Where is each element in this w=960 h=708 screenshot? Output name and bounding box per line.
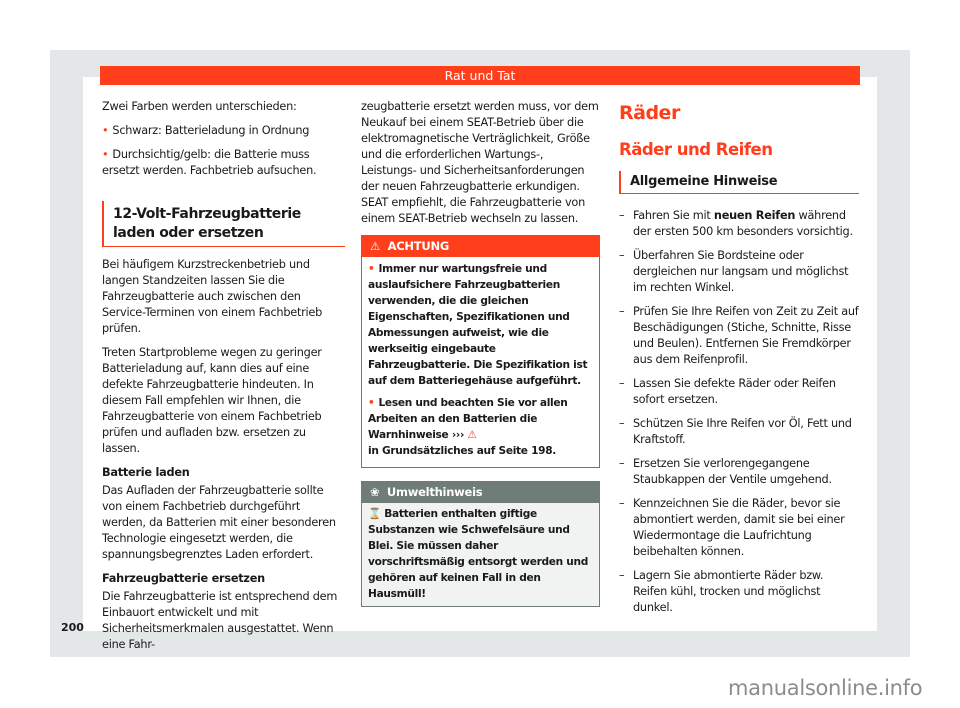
- flower-icon: ❀: [370, 485, 380, 499]
- list-item: – Überfahren Sie Bordsteine oder dergleichen nur langsam und möglichst im rechten Winkel.: [619, 249, 849, 294]
- paragraph: Die Fahrzeugbatterie ist entsprechend dem Einbauort entwickelt und mit Sicherheitsmerkmalen ausgestattet. Wenn eine Fahr-: [102, 590, 338, 651]
- environment-note-box: [361, 481, 600, 607]
- list-item: – Schützen Sie Ihre Reifen vor Öl, Fett und Kraftstoff.: [619, 417, 852, 446]
- bullet-dot-icon: •: [102, 124, 109, 137]
- column-right: [619, 99, 859, 624]
- chapter-title: Räder: [619, 102, 680, 124]
- page-number: 200: [61, 621, 84, 634]
- list-item: – Kennzeichnen Sie die Räder, bevor sie abmontiert werden, damit sie bei einer Wiedermontage die Laufrichtung beibehalten können.: [619, 497, 845, 558]
- list-item: – Prüfen Sie Ihre Reifen von Zeit zu Zeit auf Beschädigungen (Stiche, Schnitte, Risse und Beulen). Entfernen Sie Fremdkörper aus dem Reifenprofil.: [619, 305, 859, 366]
- bullet-dot-icon: •: [368, 397, 375, 409]
- cross-reference-arrows[interactable]: ›››: [451, 429, 465, 441]
- environment-header: ❀ Umwelthinweis: [362, 482, 599, 503]
- chapter-header: Rat und Tat: [100, 66, 860, 85]
- paragraph: zeugbatterie ersetzt werden muss, vor dem Neukauf bei einem SEAT-Betrieb über die elektromagnetische Verträglichkeit, Größe und die erforderlichen Wartungs-, Leistungs- und Sicherheitsanforderungen der neuen Fahrzeugbatterie erkundigen. SEAT empfiehlt, die Fahrzeugbatterie von einem SEAT-Betrieb wechseln zu lassen.: [361, 100, 599, 225]
- paragraph: Treten Startprobleme wegen zu geringer Batterieladung auf, kann dies auf eine defekte Fahrzeugbatterie hindeuten. In diesem Fall empfehlen wir Ihnen, die Fahrzeugbatterie von einem Fachbetrieb prüfen und aufladen bzw. ersetzen zu lassen.: [102, 346, 322, 455]
- environment-body: ⌛ Batterien enthalten giftige Substanzen wie Schwefelsäure und Blei. Sie müssen daher vorschriftsmäßig entsorgt werden und gehören auf keinen Fall in den Hausmüll!: [368, 508, 589, 600]
- warning-body: [362, 257, 599, 467]
- warning-item: • Lesen und beachten Sie vor allen Arbeiten an den Batterien die Warnhinweise ››› ⚠ in Grundsätzliches auf Seite 198.: [368, 397, 568, 457]
- bullet-dot-icon: •: [102, 148, 109, 161]
- paragraph: Bei häufigem Kurzstreckenbetrieb und langen Standzeiten lassen Sie die Fahrzeugbatterie auch zwischen den Service-Terminen von einem Fachbetrieb prüfen.: [102, 258, 323, 335]
- bullet-item: • Durchsichtig/gelb: die Batterie muss ersetzt werden. Fachbetrieb aufsuchen.: [102, 148, 317, 177]
- list-item: – Lagern Sie abmontierte Räder bzw. Reifen kühl, trocken und möglichst dunkel.: [619, 569, 824, 614]
- warning-header: ⚠ ACHTUNG: [362, 236, 599, 257]
- warning-triangle-icon[interactable]: ⚠: [467, 429, 477, 441]
- subheading-batterie-ersetzen: Fahrzeugbatterie ersetzen: [102, 572, 265, 585]
- column-middle: [361, 99, 600, 607]
- column-left: [102, 99, 345, 661]
- paragraph: Das Aufladen der Fahrzeugbatterie sollte von einem Fachbetrieb durchgeführt werden, da Batterien mit einer besonderen Technologie eingesetzt werden, die spannungsbegrenztes Laden erfordert.: [102, 484, 336, 561]
- hourglass-icon: ⌛: [368, 508, 381, 520]
- warning-box: [361, 235, 600, 468]
- watermark: manualsonline.info: [728, 676, 923, 700]
- subsection-title: Allgemeine Hinweise: [619, 171, 859, 194]
- section-title: 12-Volt-Fahrzeugbatterie laden oder ersetzen: [102, 201, 345, 247]
- bullet-item: • Schwarz: Batterieladung in Ordnung: [102, 124, 310, 137]
- warning-triangle-icon: ⚠: [370, 239, 381, 253]
- list-item: – Fahren Sie mit neuen Reifen während der ersten 500 km besonders vorsichtig.: [619, 209, 853, 238]
- section-title: Räder und Reifen: [619, 140, 773, 159]
- intro-text: Zwei Farben werden unterschieden:: [102, 100, 297, 113]
- cross-reference-link[interactable]: in Grundsätzliches auf Seite 198.: [368, 445, 557, 457]
- instruction-list: [619, 208, 859, 616]
- bullet-dot-icon: •: [368, 263, 375, 275]
- warning-item: • Immer nur wartungsfreie und auslaufsichere Fahrzeugbatterien verwenden, die die gleichen Eigenschaften, Spezifikationen und Abmessungen aufweist, wie die werkseitig eingebaute Fahrzeugbatterie. Die Spezifikation ist auf dem Batteriegehäuse aufgeführt.: [368, 263, 588, 387]
- list-item: – Lassen Sie defekte Räder oder Reifen sofort ersetzen.: [619, 377, 836, 406]
- subheading-batterie-laden: Batterie laden: [102, 466, 190, 479]
- list-item: – Ersetzen Sie verlorengegangene Staubkappen der Ventile umgehend.: [619, 457, 832, 486]
